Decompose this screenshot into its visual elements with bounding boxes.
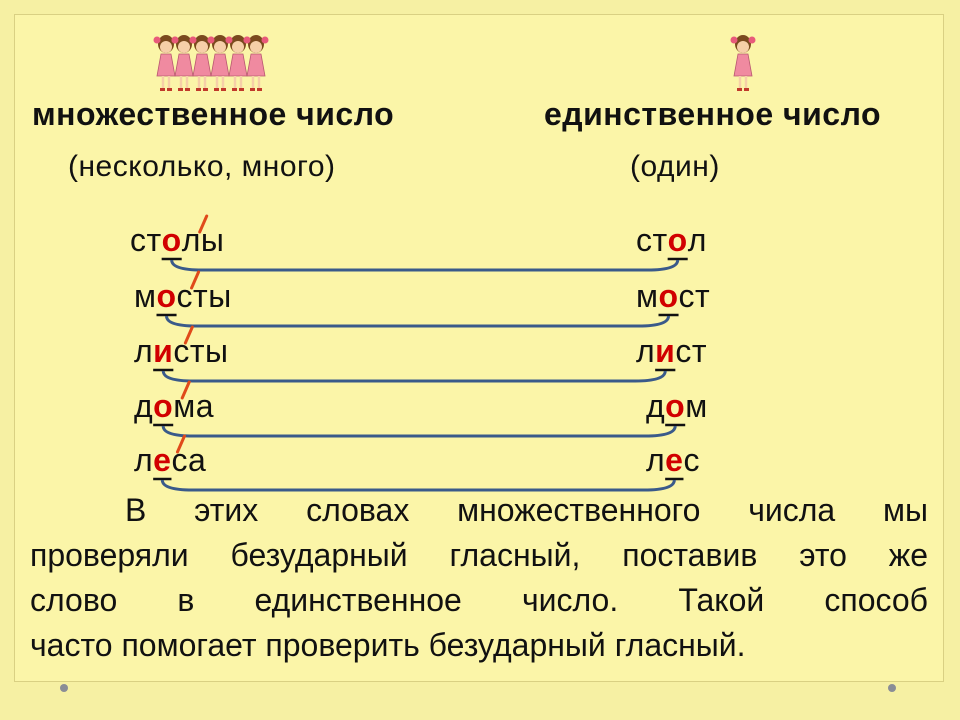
word-part: лы bbox=[181, 222, 225, 258]
word-part: сты bbox=[176, 278, 232, 314]
bullet-dot-left bbox=[60, 684, 68, 692]
word-part: ст bbox=[130, 222, 162, 258]
checked-vowel: о bbox=[665, 388, 686, 424]
checked-vowel: о bbox=[153, 388, 174, 424]
checked-vowel: е bbox=[665, 442, 684, 478]
plural-word bbox=[134, 333, 229, 370]
word-part: л bbox=[134, 333, 154, 369]
word-part: са bbox=[171, 442, 207, 478]
word-part: л bbox=[646, 442, 666, 478]
plural-word bbox=[130, 222, 224, 259]
singular-word bbox=[646, 388, 708, 425]
single-girl-icon bbox=[731, 35, 756, 91]
connector-arc bbox=[163, 371, 665, 381]
connector-arc bbox=[167, 316, 669, 326]
paragraph-line: слово в единственное число. Такой способ bbox=[30, 582, 928, 618]
checked-vowel: о bbox=[161, 222, 182, 258]
plural-word bbox=[134, 278, 232, 315]
bullet-dot-right bbox=[888, 684, 896, 692]
plural-word bbox=[134, 388, 214, 425]
group-of-girls-icon bbox=[154, 35, 269, 91]
paragraph-line: часто помогает проверить безударный гласный. bbox=[30, 627, 746, 663]
paragraph-line: В этих словах множественного числа мы bbox=[125, 492, 928, 528]
explanation-paragraph bbox=[30, 488, 928, 668]
connector-arc bbox=[172, 260, 678, 270]
word-part: д bbox=[646, 388, 666, 424]
word-part: с bbox=[683, 442, 700, 478]
checked-vowel: и bbox=[153, 333, 174, 369]
singular-word bbox=[636, 222, 707, 259]
checked-vowel: о bbox=[667, 222, 688, 258]
word-part: м bbox=[134, 278, 157, 314]
word-part: л bbox=[687, 222, 707, 258]
word-part: м bbox=[685, 388, 708, 424]
word-part: д bbox=[134, 388, 154, 424]
singular-header: единственное число bbox=[544, 96, 882, 132]
word-part: сты bbox=[173, 333, 229, 369]
word-part: л bbox=[134, 442, 154, 478]
word-part: м bbox=[636, 278, 659, 314]
checked-vowel: о bbox=[156, 278, 177, 314]
word-part: ст bbox=[636, 222, 668, 258]
word-part: л bbox=[636, 333, 656, 369]
connector-lines bbox=[153, 259, 688, 490]
plural-header: множественное число bbox=[32, 96, 395, 132]
word-part: ма bbox=[173, 388, 215, 424]
word-part: ст bbox=[675, 333, 707, 369]
singular-word bbox=[646, 442, 700, 479]
paragraph-line: проверяли безударный гласный, поставив это же bbox=[30, 537, 928, 573]
word-part: ст bbox=[678, 278, 711, 314]
plural-note: (несколько, много) bbox=[68, 150, 336, 183]
checked-vowel: и bbox=[655, 333, 676, 369]
checked-vowel: е bbox=[153, 442, 172, 478]
singular-word bbox=[636, 278, 710, 315]
singular-word bbox=[636, 333, 707, 370]
singular-note: (один) bbox=[630, 150, 720, 183]
connector-arc bbox=[163, 426, 675, 436]
checked-vowel: о bbox=[658, 278, 679, 314]
plural-word bbox=[134, 442, 206, 479]
